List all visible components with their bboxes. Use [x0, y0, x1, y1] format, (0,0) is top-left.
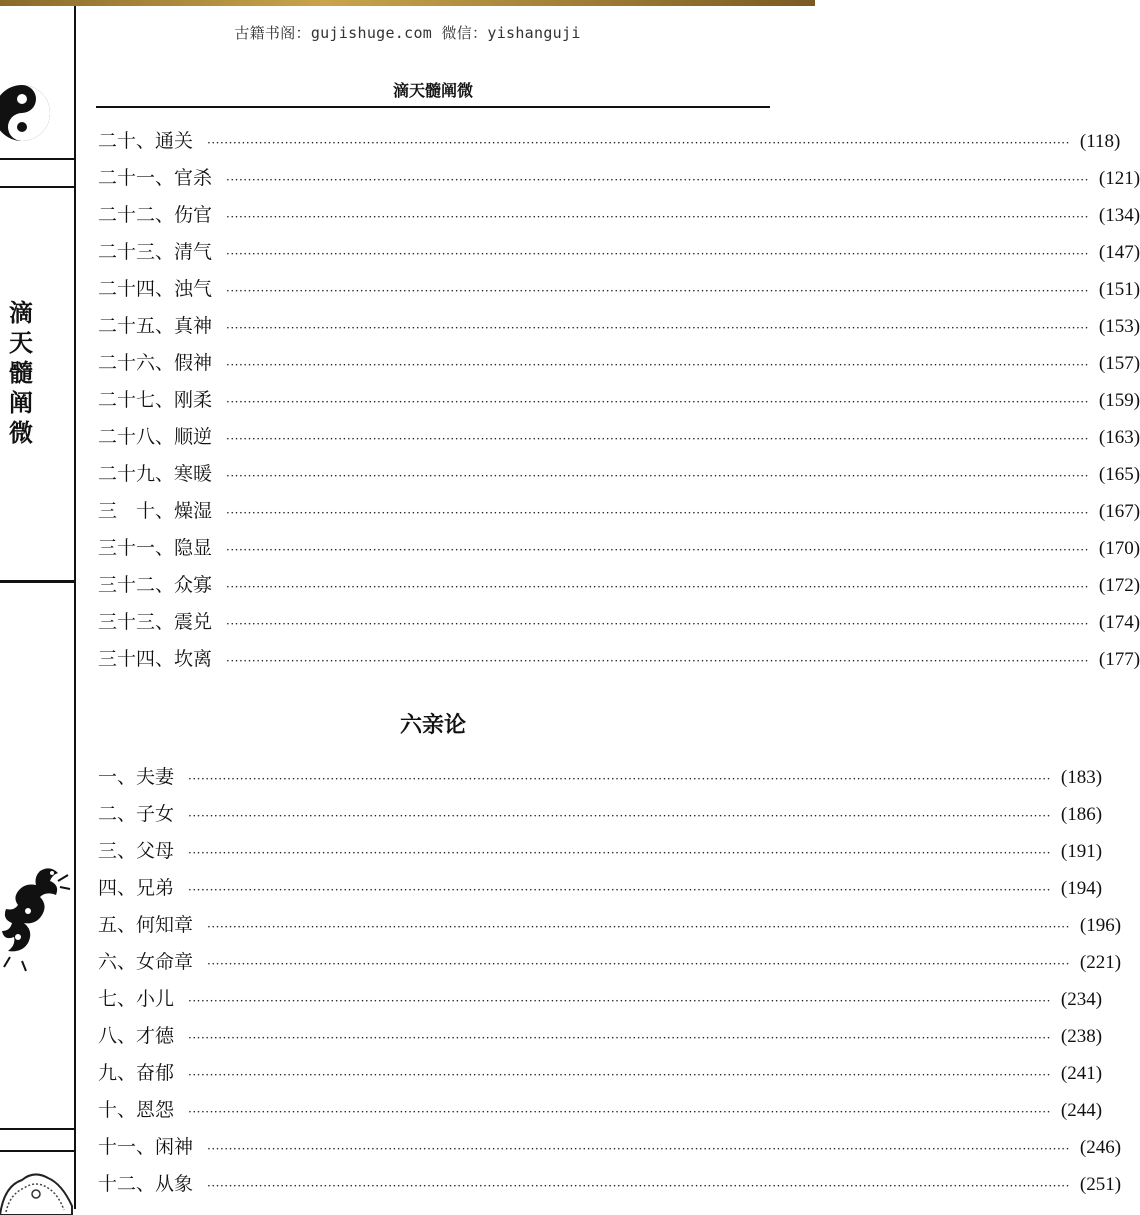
toc-entry[interactable] — [98, 644, 1140, 681]
toc-leader-dots: ········································································································································································································ — [207, 957, 1070, 971]
toc-entry[interactable] — [98, 799, 1103, 836]
toc-entry-title: 才德 — [136, 1025, 175, 1047]
toc-leader-dots: ········································································································································································································ — [188, 772, 1051, 786]
toc-entry-title: 夫妻 — [136, 766, 175, 788]
toc-entry[interactable] — [98, 237, 1140, 274]
margin-divider — [0, 580, 76, 583]
toc-leader-dots: ········································································································································································································ — [226, 284, 1089, 298]
toc-entry-number: 三十二、 — [98, 574, 175, 596]
toc-entry-number: 二十四、 — [98, 278, 175, 300]
toc-entry-page: (221) — [1079, 952, 1122, 973]
toc-entry[interactable] — [98, 496, 1140, 533]
toc-entry-number: 二十一、 — [98, 167, 175, 189]
toc-entry-number: 二十六、 — [98, 352, 175, 374]
toc-entry-title: 小儿 — [136, 988, 175, 1010]
toc-entry[interactable] — [98, 570, 1140, 607]
toc-entry-page: (151) — [1098, 279, 1140, 300]
toc-entry[interactable] — [98, 459, 1140, 496]
toc-list — [98, 762, 1122, 1206]
toc-entry-number: 二十三、 — [98, 241, 175, 263]
toc-entry[interactable] — [98, 385, 1140, 422]
toc-entry-page: (196) — [1079, 915, 1122, 936]
toc-entry-page: (246) — [1079, 1137, 1122, 1158]
toc-entry-title: 真神 — [174, 315, 213, 337]
toc-entry[interactable] — [98, 910, 1122, 947]
toc-entry-page: (118) — [1079, 131, 1121, 152]
toc-leader-dots: ········································································································································································································ — [226, 432, 1089, 446]
toc-entry[interactable] — [98, 311, 1140, 348]
toc-entry-title: 浊气 — [174, 278, 213, 300]
toc-entry-page: (241) — [1060, 1063, 1103, 1084]
toc-leader-dots: ········································································································································································································ — [188, 846, 1051, 860]
toc-entry-title: 寒暖 — [174, 463, 213, 485]
toc-entry-number: 二十、 — [98, 130, 156, 152]
toc-entry-title: 官杀 — [174, 167, 213, 189]
toc-entry-number: 二十七、 — [98, 389, 175, 411]
toc-entry-page: (234) — [1060, 989, 1103, 1010]
toc-entry-page: (157) — [1098, 353, 1140, 374]
toc-leader-dots: ········································································································································································································ — [226, 469, 1089, 483]
toc-leader-dots: ········································································································································································································ — [188, 994, 1051, 1008]
toc-entry-number: 六、 — [98, 951, 137, 973]
side-title-char: 滴 — [9, 299, 33, 327]
toc-leader-dots: ········································································································································································································ — [188, 809, 1051, 823]
toc-entry-title: 顺逆 — [174, 426, 213, 448]
toc-leader-dots: ········································································································································································································ — [188, 1068, 1051, 1082]
toc-entry-number: 十二、 — [98, 1173, 156, 1195]
toc-entry-title: 清气 — [174, 241, 213, 263]
toc-entry-page: (191) — [1060, 841, 1103, 862]
toc-leader-dots: ········································································································································································································ — [226, 321, 1089, 335]
margin-divider — [0, 1128, 76, 1130]
toc-entry-page: (172) — [1098, 575, 1140, 596]
toc-entry-number: 二、 — [98, 803, 137, 825]
toc-entry-number: 三十一、 — [98, 537, 175, 559]
side-title-char: 微 — [9, 419, 33, 447]
toc-entry-page: (177) — [1098, 649, 1140, 670]
toc-entry-title: 假神 — [174, 352, 213, 374]
toc-entry-page: (170) — [1098, 538, 1140, 559]
toc-entry-title: 众寡 — [174, 574, 213, 596]
toc-entry[interactable] — [98, 762, 1103, 799]
toc-leader-dots: ········································································································································································································ — [226, 580, 1089, 594]
toc-entry-number: 二十二、 — [98, 204, 175, 226]
toc-leader-dots: ········································································································································································································ — [226, 654, 1089, 668]
toc-entry-title: 坎离 — [174, 648, 213, 670]
ornament-icon — [0, 1166, 76, 1215]
toc-entry-page: (183) — [1060, 767, 1103, 788]
toc-entry[interactable] — [98, 422, 1140, 459]
margin-divider — [0, 186, 76, 188]
toc-entry-page: (159) — [1098, 390, 1140, 411]
toc-entry[interactable] — [98, 533, 1140, 570]
toc-entry[interactable] — [98, 873, 1103, 910]
toc-entry-page: (244) — [1060, 1100, 1103, 1121]
toc-entry-page: (147) — [1098, 242, 1140, 263]
toc-leader-dots: ········································································································································································································ — [226, 617, 1089, 631]
toc-entry-number: 三、 — [98, 840, 137, 862]
toc-entry-number: 五、 — [98, 914, 137, 936]
toc-entry-number: 九、 — [98, 1062, 137, 1084]
toc-entry-page: (163) — [1098, 427, 1140, 448]
margin-divider — [0, 158, 76, 160]
toc-entry-number: 三十三、 — [98, 611, 175, 633]
toc-leader-dots: ········································································································································································································ — [207, 920, 1070, 934]
toc-entry-page: (134) — [1098, 205, 1140, 226]
toc-entry-number: 二十八、 — [98, 426, 175, 448]
toc-entry-number: 十一、 — [98, 1136, 156, 1158]
toc-entry-number: 八、 — [98, 1025, 137, 1047]
toc-entry-title: 通关 — [155, 130, 194, 152]
toc-leader-dots: ········································································································································································································ — [207, 1142, 1070, 1156]
toc-entry-page: (121) — [1098, 168, 1140, 189]
toc-entry-title: 燥湿 — [174, 500, 213, 522]
toc-entry-title: 兄弟 — [136, 877, 175, 899]
toc-entry-page: (174) — [1098, 612, 1140, 633]
toc-leader-dots: ········································································································································································································ — [226, 395, 1089, 409]
toc-entry-number: 二十五、 — [98, 315, 175, 337]
toc-entry-title: 奋郁 — [136, 1062, 175, 1084]
toc-entry-page: (251) — [1079, 1174, 1122, 1195]
toc-entry[interactable] — [98, 126, 1121, 163]
side-title-char: 髓 — [9, 359, 33, 387]
side-title — [4, 298, 38, 448]
watermark: 古籍书阁：gujishuge.com 微信：yishanguji — [234, 24, 581, 42]
toc-entry[interactable] — [98, 348, 1140, 385]
toc-entry-page: (153) — [1098, 316, 1140, 337]
toc-entry[interactable] — [98, 1058, 1103, 1095]
toc-entry-page: (238) — [1060, 1026, 1103, 1047]
toc-leader-dots: ········································································································································································································ — [188, 883, 1051, 897]
toc-entry[interactable] — [98, 1095, 1103, 1132]
toc-entry[interactable] — [98, 836, 1103, 873]
toc-leader-dots: ········································································································································································································ — [226, 543, 1089, 557]
toc-entry[interactable] — [98, 984, 1103, 1021]
toc-leader-dots: ········································································································································································································ — [188, 1031, 1051, 1045]
toc-entry-title: 女命章 — [136, 951, 194, 973]
toc-entry[interactable] — [98, 947, 1122, 984]
toc-entry-number: 三十四、 — [98, 648, 175, 670]
section-heading: 六亲论 — [399, 713, 466, 738]
side-title-char: 阐 — [9, 389, 33, 417]
running-header: 滴天髓阐微 — [392, 81, 473, 100]
toc-entry[interactable] — [98, 163, 1140, 200]
toc-entry-number: 十、 — [98, 1099, 137, 1121]
toc-entry-page: (186) — [1060, 804, 1103, 825]
yin-yang-icon — [0, 80, 56, 146]
toc-entry-title: 伤官 — [174, 204, 213, 226]
toc-entry[interactable] — [98, 274, 1140, 311]
toc-entry-title: 隐显 — [174, 537, 213, 559]
toc-leader-dots: ········································································································································································································ — [226, 506, 1089, 520]
toc-entry-title: 子女 — [136, 803, 175, 825]
dragon-icon — [0, 861, 72, 976]
toc-leader-dots: ········································································································································································································ — [226, 247, 1089, 261]
toc-entry[interactable] — [98, 1169, 1122, 1206]
toc-entry-page: (165) — [1098, 464, 1140, 485]
toc-entry-title: 何知章 — [136, 914, 194, 936]
toc-entry-title: 闲神 — [155, 1136, 194, 1158]
toc-entry-number: 三 十、 — [98, 500, 175, 522]
toc-entry-number: 七、 — [98, 988, 137, 1010]
header-rule — [96, 106, 770, 108]
toc-entry-number: 二十九、 — [98, 463, 175, 485]
toc-entry-title: 刚柔 — [174, 389, 213, 411]
toc-leader-dots: ········································································································································································································ — [188, 1105, 1051, 1119]
toc-entry-title: 父母 — [136, 840, 175, 862]
toc-entry[interactable] — [98, 1021, 1103, 1058]
toc-entry-title: 恩怨 — [136, 1099, 175, 1121]
toc-leader-dots: ········································································································································································································ — [226, 173, 1089, 187]
side-title-char: 天 — [9, 329, 33, 357]
toc-entry-number: 四、 — [98, 877, 137, 899]
toc-list — [98, 126, 1140, 681]
toc-leader-dots: ········································································································································································································ — [226, 210, 1089, 224]
toc-leader-dots: ········································································································································································································ — [207, 1179, 1070, 1193]
toc-entry[interactable] — [98, 607, 1140, 644]
toc-entry-title: 震兑 — [174, 611, 213, 633]
toc-entry-number: 一、 — [98, 766, 137, 788]
toc-entry-page: (194) — [1060, 878, 1103, 899]
top-border — [0, 0, 815, 6]
toc-leader-dots: ········································································································································································································ — [207, 136, 1070, 150]
toc-entry-page: (167) — [1098, 501, 1140, 522]
margin-divider — [0, 1150, 76, 1152]
toc-entry[interactable] — [98, 1132, 1122, 1169]
toc-entry-title: 从象 — [155, 1173, 194, 1195]
toc-entry[interactable] — [98, 200, 1140, 237]
toc-leader-dots: ········································································································································································································ — [226, 358, 1089, 372]
